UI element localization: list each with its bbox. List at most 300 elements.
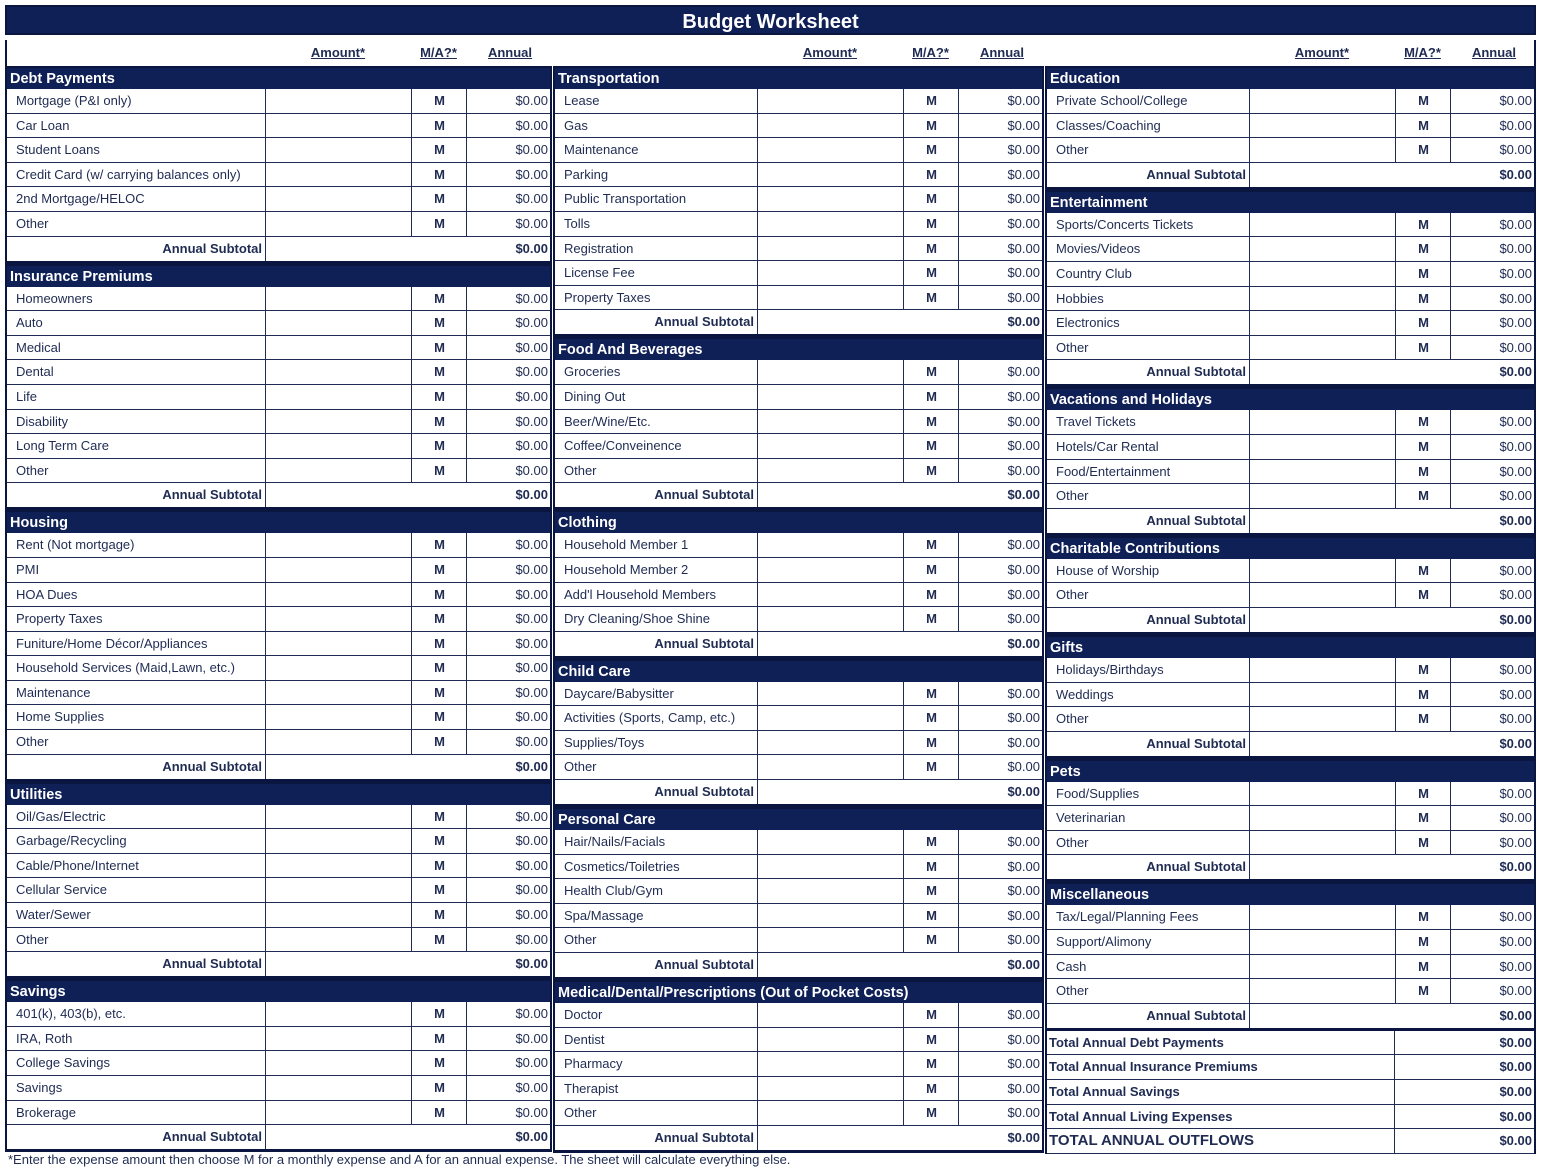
row-label: Groceries <box>564 364 621 380</box>
frequency-select[interactable]: M <box>903 879 959 903</box>
amount-input[interactable] <box>757 928 904 952</box>
subtotal-divider <box>265 1125 266 1149</box>
frequency-select[interactable]: M <box>411 89 467 113</box>
row-label: Dry Cleaning/Shoe Shine <box>564 611 710 627</box>
amount-input[interactable] <box>1249 979 1396 1003</box>
annual-value: $0.00 <box>1450 311 1534 335</box>
frequency-select[interactable]: M <box>903 1003 959 1027</box>
amount-input[interactable] <box>757 755 904 779</box>
frequency-select[interactable]: M <box>903 607 959 631</box>
amount-input[interactable] <box>757 286 904 310</box>
row-label: Other <box>564 932 597 948</box>
row-label: Household Services (Maid,Lawn, etc.) <box>16 660 235 676</box>
frequency-select[interactable]: M <box>1395 410 1451 434</box>
amount-input[interactable] <box>265 583 412 607</box>
frequency-select[interactable]: M <box>1395 806 1451 830</box>
amount-input[interactable] <box>265 163 412 187</box>
budget-row <box>7 1002 550 1027</box>
section-header: Miscellaneous <box>1047 882 1534 905</box>
amount-input[interactable] <box>265 730 412 754</box>
row-label: Mortgage (P&I only) <box>16 93 132 108</box>
frequency-select[interactable]: M <box>411 632 467 656</box>
footnote: *Enter the expense amount then choose M for a monthly expense and A for an annual expense. The sheet will calculate everything else. <box>8 1152 791 1167</box>
amount-input[interactable] <box>1249 311 1396 335</box>
amount-input[interactable] <box>265 1027 412 1051</box>
row-label: Other <box>1056 339 1089 355</box>
subtotal-label: Annual Subtotal <box>1146 1007 1246 1023</box>
row-label: Therapist <box>564 1080 619 1096</box>
amount-input[interactable] <box>1249 262 1396 286</box>
amount-input[interactable] <box>265 805 412 829</box>
budget-row <box>7 1027 550 1052</box>
frequency-select[interactable]: M <box>1395 658 1451 682</box>
budget-row <box>7 89 550 114</box>
subtotal-row <box>555 1126 1042 1153</box>
amount-input[interactable] <box>757 114 904 138</box>
frequency-select[interactable]: M <box>1395 311 1451 335</box>
frequency-select[interactable]: M <box>903 434 959 458</box>
frequency-select[interactable]: M <box>903 830 959 854</box>
budget-row <box>555 89 1042 114</box>
frequency-select[interactable]: M <box>411 805 467 829</box>
budget-row <box>555 1003 1042 1028</box>
budget-row <box>7 854 550 879</box>
amount-input[interactable] <box>1249 336 1396 360</box>
frequency-select[interactable]: M <box>411 583 467 607</box>
subtotal-row <box>1047 509 1534 536</box>
amount-input[interactable] <box>265 1002 412 1026</box>
frequency-select[interactable]: M <box>903 187 959 211</box>
frequency-select[interactable]: M <box>411 336 467 360</box>
row-label: Garbage/Recycling <box>16 833 127 849</box>
annual-value: $0.00 <box>958 385 1042 409</box>
annual-value: $0.00 <box>466 878 550 902</box>
amount-input[interactable] <box>757 89 904 113</box>
annual-value: $0.00 <box>958 533 1042 557</box>
amount-input[interactable] <box>757 434 904 458</box>
subtotal-value: $0.00 <box>1007 784 1040 800</box>
amount-input[interactable] <box>757 1101 904 1125</box>
budget-row <box>7 114 550 139</box>
annual-value: $0.00 <box>466 656 550 680</box>
section-header: Savings <box>7 979 550 1002</box>
subtotal-value: $0.00 <box>1499 859 1532 875</box>
annual-value: $0.00 <box>1450 213 1534 237</box>
frequency-select[interactable]: M <box>1395 287 1451 311</box>
row-label: Beer/Wine/Etc. <box>564 413 651 429</box>
amount-input[interactable] <box>757 138 904 162</box>
frequency-select[interactable]: M <box>903 212 959 236</box>
section-header: Housing <box>7 510 550 533</box>
budget-row <box>1047 410 1534 435</box>
row-label: Property Taxes <box>564 289 651 305</box>
amount-input[interactable] <box>757 261 904 285</box>
total-value: $0.00 <box>1394 1129 1534 1153</box>
frequency-select[interactable]: M <box>1395 138 1451 162</box>
frequency-select[interactable]: M <box>903 855 959 879</box>
frequency-select[interactable]: M <box>903 533 959 557</box>
annual-value: $0.00 <box>1450 114 1534 138</box>
frequency-select[interactable]: M <box>903 1077 959 1101</box>
amount-input[interactable] <box>265 360 412 384</box>
frequency-select[interactable]: M <box>411 114 467 138</box>
amount-input[interactable] <box>757 583 904 607</box>
frequency-select[interactable]: M <box>1395 707 1451 731</box>
total-row <box>1047 1031 1534 1056</box>
frequency-select[interactable]: M <box>411 607 467 631</box>
amount-input[interactable] <box>1249 435 1396 459</box>
amount-input[interactable] <box>1249 410 1396 434</box>
row-label: Parking <box>564 166 609 182</box>
amount-input[interactable] <box>1249 559 1396 583</box>
annual-value: $0.00 <box>958 434 1042 458</box>
amount-input[interactable] <box>1249 955 1396 979</box>
amount-input[interactable] <box>265 533 412 557</box>
subtotal-value: $0.00 <box>1007 1130 1040 1145</box>
frequency-select[interactable]: M <box>411 360 467 384</box>
frequency-select[interactable]: M <box>411 829 467 853</box>
amount-input[interactable] <box>1249 287 1396 311</box>
row-label: Registration <box>564 240 634 256</box>
frequency-select[interactable]: M <box>411 681 467 705</box>
amount-input[interactable] <box>265 89 412 113</box>
frequency-select[interactable]: M <box>1395 213 1451 237</box>
frequency-select[interactable]: M <box>903 706 959 730</box>
amount-input[interactable] <box>265 558 412 582</box>
subtotal-value: $0.00 <box>1007 314 1040 330</box>
amount-input[interactable] <box>265 311 412 335</box>
row-label: House of Worship <box>1056 562 1160 578</box>
row-label: Hotels/Car Rental <box>1056 438 1159 454</box>
amount-input[interactable] <box>757 533 904 557</box>
frequency-select[interactable]: M <box>903 558 959 582</box>
annual-value: $0.00 <box>466 928 550 952</box>
annual-value: $0.00 <box>958 830 1042 854</box>
amount-input[interactable] <box>757 212 904 236</box>
row-label: Long Term Care <box>16 438 109 454</box>
frequency-select[interactable]: M <box>411 705 467 729</box>
frequency-select[interactable]: M <box>903 385 959 409</box>
amount-input[interactable] <box>265 336 412 360</box>
subtotal-label: Annual Subtotal <box>162 487 262 503</box>
frequency-select[interactable]: M <box>903 286 959 310</box>
frequency-select[interactable]: M <box>411 287 467 311</box>
budget-row <box>7 434 550 459</box>
annual-value: $0.00 <box>466 583 550 607</box>
annual-value: $0.00 <box>1450 460 1534 484</box>
amount-input[interactable] <box>265 187 412 211</box>
amount-input[interactable] <box>1249 782 1396 806</box>
frequency-select[interactable]: M <box>411 878 467 902</box>
annual-value: $0.00 <box>466 1076 550 1100</box>
budget-row <box>7 730 550 755</box>
frequency-select[interactable]: M <box>1395 831 1451 855</box>
section-header: Utilities <box>7 782 550 805</box>
frequency-select[interactable]: M <box>903 261 959 285</box>
annual-value: $0.00 <box>466 385 550 409</box>
amount-input[interactable] <box>265 1101 412 1125</box>
subtotal-divider <box>1249 608 1250 632</box>
amount-input[interactable] <box>265 410 412 434</box>
amount-input[interactable] <box>757 1003 904 1027</box>
row-label: Other <box>564 462 597 478</box>
frequency-select[interactable]: M <box>1395 930 1451 954</box>
total-label: Total Annual Insurance Premiums <box>1049 1059 1258 1075</box>
frequency-select[interactable]: M <box>411 1076 467 1100</box>
ma-header-3: M/A?* <box>1404 45 1441 60</box>
annual-value: $0.00 <box>466 607 550 631</box>
amount-input[interactable] <box>265 607 412 631</box>
budget-row <box>1047 979 1534 1004</box>
budget-row <box>1047 213 1534 238</box>
row-label: Movies/Videos <box>1056 241 1141 257</box>
section-header: Debt Payments <box>7 66 550 89</box>
frequency-select[interactable]: M <box>1395 262 1451 286</box>
amount-input[interactable] <box>265 1051 412 1075</box>
amount-input[interactable] <box>757 731 904 755</box>
amount-input[interactable] <box>1249 683 1396 707</box>
frequency-select[interactable]: M <box>1395 559 1451 583</box>
amount-input[interactable] <box>1249 583 1396 607</box>
subtotal-divider <box>1249 163 1250 187</box>
amount-input[interactable] <box>757 459 904 483</box>
frequency-select[interactable]: M <box>1395 484 1451 508</box>
frequency-select[interactable]: M <box>1395 583 1451 607</box>
row-label: Other <box>16 931 49 947</box>
total-label: TOTAL ANNUAL OUTFLOWS <box>1049 1132 1254 1150</box>
frequency-select[interactable]: M <box>1395 237 1451 261</box>
subtotal-row <box>7 755 550 782</box>
amount-input[interactable] <box>1249 114 1396 138</box>
amount-input[interactable] <box>757 1028 904 1052</box>
frequency-select[interactable]: M <box>411 854 467 878</box>
amount-input[interactable] <box>757 410 904 434</box>
budget-row <box>555 1101 1042 1126</box>
budget-row <box>7 533 550 558</box>
amount-input[interactable] <box>757 879 904 903</box>
amount-input[interactable] <box>265 656 412 680</box>
annual-value: $0.00 <box>1450 955 1534 979</box>
annual-value: $0.00 <box>958 410 1042 434</box>
annual-value: $0.00 <box>466 805 550 829</box>
frequency-select[interactable]: M <box>903 1052 959 1076</box>
frequency-select[interactable]: M <box>411 903 467 927</box>
subtotal-value: $0.00 <box>1499 166 1532 182</box>
annual-value: $0.00 <box>466 287 550 311</box>
row-label: Life <box>16 388 37 404</box>
frequency-select[interactable]: M <box>903 138 959 162</box>
frequency-select[interactable]: M <box>903 410 959 434</box>
annual-value: $0.00 <box>958 286 1042 310</box>
subtotal-row <box>1047 360 1534 387</box>
frequency-select[interactable]: M <box>411 187 467 211</box>
section-header: Pets <box>1047 759 1534 782</box>
subtotal-label: Annual Subtotal <box>654 957 754 973</box>
amount-input[interactable] <box>1249 806 1396 830</box>
subtotal-value: $0.00 <box>515 1129 548 1145</box>
frequency-select[interactable]: M <box>411 533 467 557</box>
amount-input[interactable] <box>265 829 412 853</box>
frequency-select[interactable]: M <box>411 212 467 236</box>
annual-value: $0.00 <box>466 459 550 483</box>
row-label: Cellular Service <box>16 882 108 898</box>
frequency-select[interactable]: M <box>1395 114 1451 138</box>
frequency-select[interactable]: M <box>411 1002 467 1026</box>
frequency-select[interactable]: M <box>903 583 959 607</box>
frequency-select[interactable]: M <box>903 360 959 384</box>
frequency-select[interactable]: M <box>411 928 467 952</box>
frequency-select[interactable]: M <box>903 682 959 706</box>
budget-row <box>1047 955 1534 980</box>
amount-input[interactable] <box>757 385 904 409</box>
frequency-select[interactable]: M <box>1395 979 1451 1003</box>
frequency-select[interactable]: M <box>903 904 959 928</box>
annual-value: $0.00 <box>958 138 1042 162</box>
frequency-select[interactable]: M <box>411 730 467 754</box>
subtotal-value: $0.00 <box>1499 611 1532 627</box>
budget-row <box>555 682 1042 707</box>
budget-row <box>1047 460 1534 485</box>
amount-input[interactable] <box>757 607 904 631</box>
budget-row <box>7 1076 550 1101</box>
annual-header-3: Annual <box>1471 45 1517 60</box>
frequency-select[interactable]: M <box>903 928 959 952</box>
amount-input[interactable] <box>757 830 904 854</box>
amount-input[interactable] <box>1249 905 1396 929</box>
frequency-select[interactable]: M <box>1395 460 1451 484</box>
amount-input[interactable] <box>1249 484 1396 508</box>
frequency-select[interactable]: M <box>1395 89 1451 113</box>
frequency-select[interactable]: M <box>411 163 467 187</box>
row-label: Tolls <box>564 215 591 231</box>
amount-input[interactable] <box>265 434 412 458</box>
annual-value: $0.00 <box>958 89 1042 113</box>
frequency-select[interactable]: M <box>1395 955 1451 979</box>
subtotal-row <box>7 1125 550 1152</box>
frequency-select[interactable]: M <box>1395 683 1451 707</box>
frequency-select[interactable]: M <box>1395 435 1451 459</box>
frequency-select[interactable]: M <box>411 459 467 483</box>
budget-row <box>555 1028 1042 1053</box>
amount-input[interactable] <box>265 928 412 952</box>
frequency-select[interactable]: M <box>903 731 959 755</box>
amount-input[interactable] <box>757 855 904 879</box>
row-label: Food/Entertainment <box>1056 463 1171 479</box>
amount-input[interactable] <box>757 163 904 187</box>
amount-input[interactable] <box>1249 213 1396 237</box>
frequency-select[interactable]: M <box>411 1051 467 1075</box>
amount-input[interactable] <box>757 360 904 384</box>
amount-input[interactable] <box>1249 138 1396 162</box>
frequency-select[interactable]: M <box>411 656 467 680</box>
frequency-select[interactable]: M <box>903 163 959 187</box>
frequency-select[interactable]: M <box>1395 336 1451 360</box>
amount-input[interactable] <box>265 385 412 409</box>
frequency-select[interactable]: M <box>903 459 959 483</box>
amount-input[interactable] <box>265 903 412 927</box>
amount-input[interactable] <box>265 114 412 138</box>
frequency-select[interactable]: M <box>903 114 959 138</box>
amount-input[interactable] <box>757 1052 904 1076</box>
frequency-select[interactable]: M <box>1395 782 1451 806</box>
row-label: Other <box>1056 142 1089 158</box>
subtotal-row <box>1047 608 1534 635</box>
amount-input[interactable] <box>757 904 904 928</box>
amount-input[interactable] <box>265 878 412 902</box>
budget-row <box>555 904 1042 929</box>
amount-input[interactable] <box>757 237 904 261</box>
budget-row <box>555 360 1042 385</box>
frequency-select[interactable]: M <box>903 1101 959 1125</box>
frequency-select[interactable]: M <box>903 237 959 261</box>
frequency-select[interactable]: M <box>1395 905 1451 929</box>
amount-input[interactable] <box>1249 930 1396 954</box>
row-label: Cosmetics/Toiletries <box>564 858 680 874</box>
amount-input[interactable] <box>265 459 412 483</box>
budget-row <box>555 533 1042 558</box>
row-label: Cable/Phone/Internet <box>16 857 139 873</box>
frequency-select[interactable]: M <box>411 385 467 409</box>
amount-input[interactable] <box>265 705 412 729</box>
budget-row <box>555 879 1042 904</box>
amount-input[interactable] <box>265 138 412 162</box>
budget-row <box>1047 311 1534 336</box>
amount-input[interactable] <box>265 287 412 311</box>
amount-input[interactable] <box>757 706 904 730</box>
amount-input[interactable] <box>1249 237 1396 261</box>
frequency-select[interactable]: M <box>411 434 467 458</box>
subtotal-label: Annual Subtotal <box>654 1130 754 1145</box>
amount-input[interactable] <box>265 854 412 878</box>
amount-input[interactable] <box>1249 460 1396 484</box>
amount-input[interactable] <box>1249 707 1396 731</box>
frequency-select[interactable]: M <box>411 1101 467 1125</box>
budget-row <box>1047 336 1534 361</box>
amount-input[interactable] <box>1249 658 1396 682</box>
row-label: HOA Dues <box>16 586 78 602</box>
budget-row <box>7 163 550 188</box>
frequency-select[interactable]: M <box>411 311 467 335</box>
frequency-select[interactable]: M <box>411 1027 467 1051</box>
annual-value: $0.00 <box>958 237 1042 261</box>
amount-input[interactable] <box>1249 831 1396 855</box>
amount-input[interactable] <box>757 187 904 211</box>
budget-row <box>1047 930 1534 955</box>
frequency-select[interactable]: M <box>903 89 959 113</box>
row-label: Pharmacy <box>564 1056 623 1072</box>
frequency-select[interactable]: M <box>903 755 959 779</box>
amount-input[interactable] <box>265 681 412 705</box>
annual-value: $0.00 <box>466 360 550 384</box>
budget-row <box>555 1052 1042 1077</box>
annual-value: $0.00 <box>958 1077 1042 1101</box>
frequency-select[interactable]: M <box>411 558 467 582</box>
amount-input[interactable] <box>265 212 412 236</box>
amount-input[interactable] <box>757 558 904 582</box>
budget-row <box>1047 782 1534 807</box>
frequency-select[interactable]: M <box>411 410 467 434</box>
amount-input[interactable] <box>265 632 412 656</box>
amount-input[interactable] <box>1249 89 1396 113</box>
amount-input[interactable] <box>757 682 904 706</box>
subtotal-row <box>1047 855 1534 882</box>
amount-input[interactable] <box>265 1076 412 1100</box>
subtotal-divider <box>1249 509 1250 533</box>
annual-value: $0.00 <box>466 558 550 582</box>
frequency-select[interactable]: M <box>411 138 467 162</box>
frequency-select[interactable]: M <box>903 1028 959 1052</box>
amount-input[interactable] <box>757 1077 904 1101</box>
